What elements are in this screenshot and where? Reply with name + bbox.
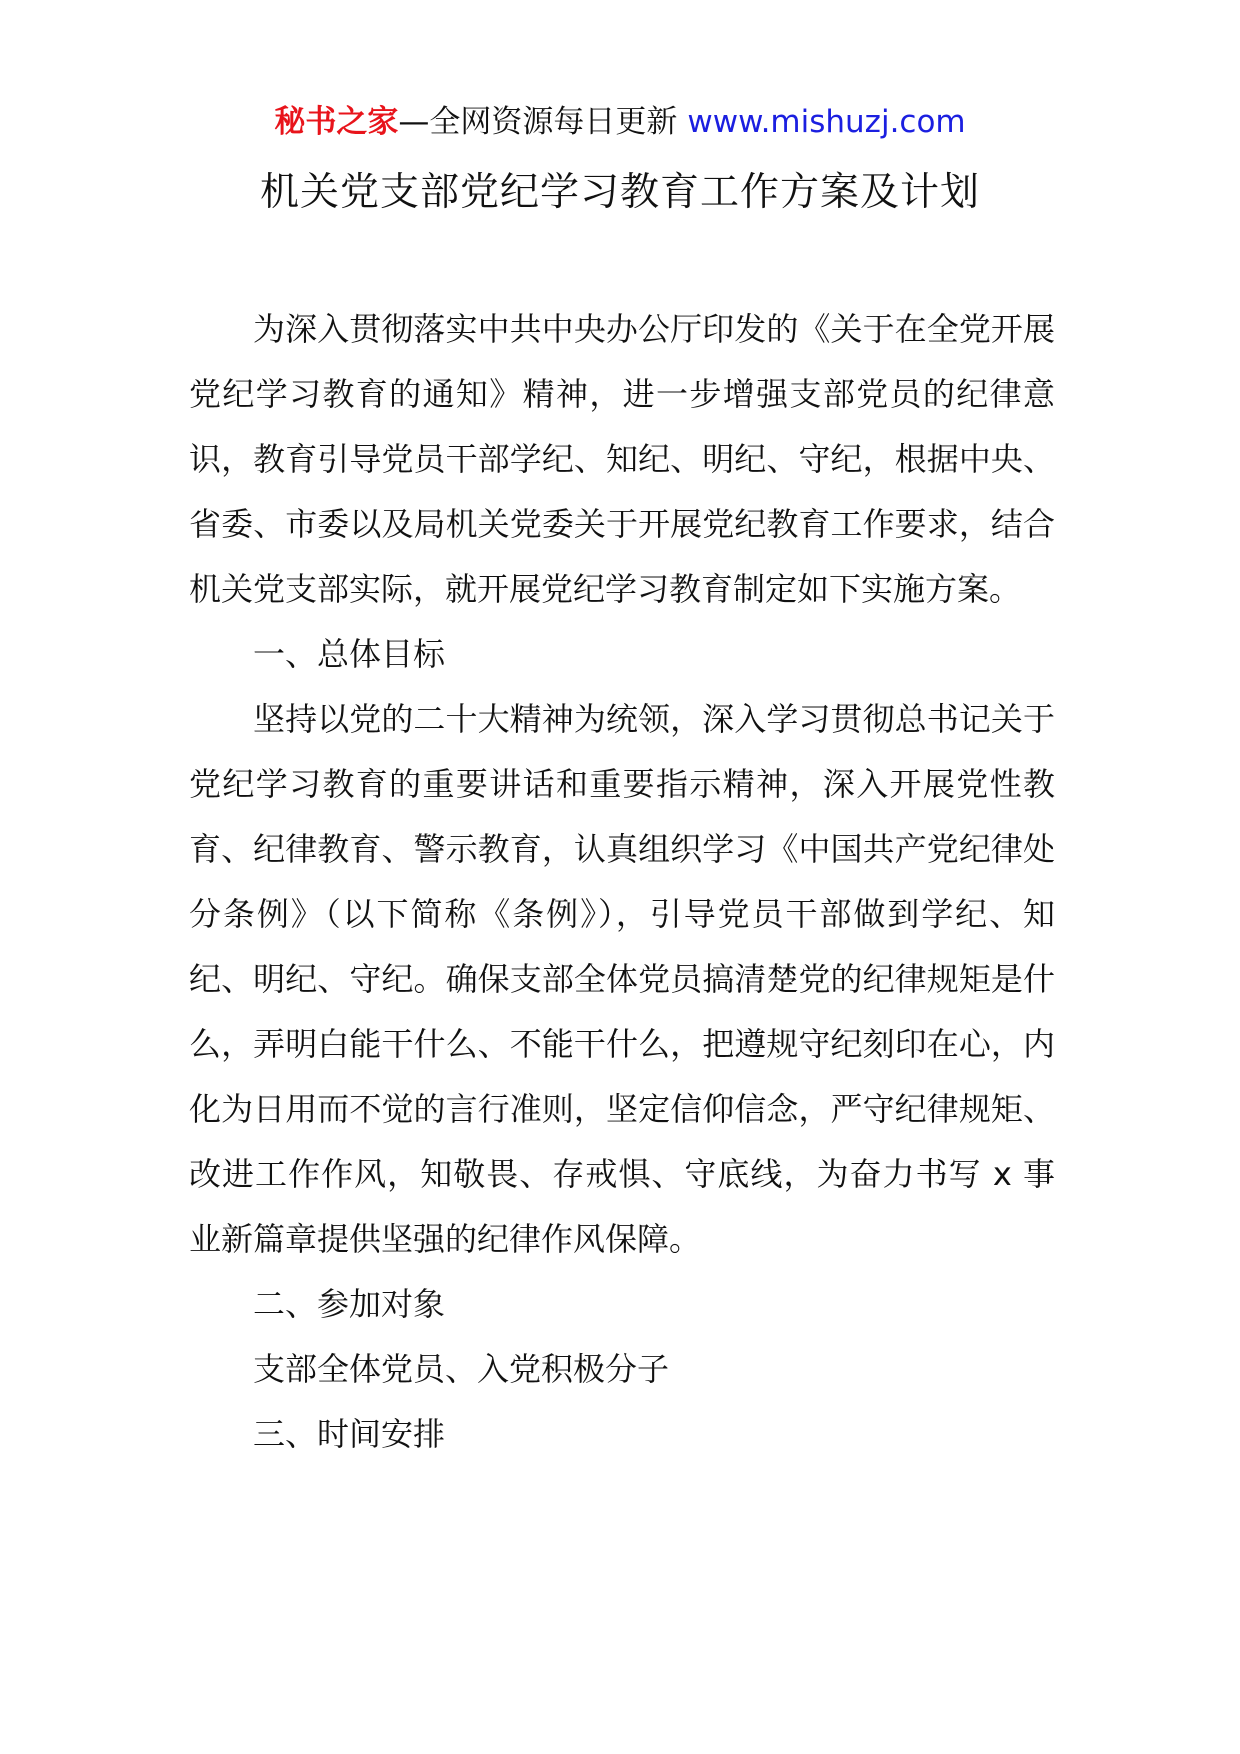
document-title: 机关党支部党纪学习教育工作方案及计划	[259, 170, 980, 215]
site-header	[0, 100, 1240, 144]
brand-tagline: —全网资源每日更新	[398, 104, 678, 140]
section-heading-goals: 一、总体目标	[253, 635, 446, 673]
goals-paragraph: 坚持以党的二十大精神为统领，深入学习贯彻总书记关于党纪学习教育的重要讲话和重要指示精神，深入开展党性教育、纪律教育、警示教育，认真组织学习《中国共产党纪律处分条例》（以下简称《条例》），引导党员干部做到学纪、知纪、明纪、守纪。确保支部全体党员搞清楚党的纪律规矩是什么，弄明白能干什么、不能干什么，把遵规守纪刻印在心，内化为日用而不觉的言行准则，坚定信仰信念，严守纪律规矩、改进工作作风，知敬畏、存戒惧、守底线，为奋力书写 x 事业新篇章提供坚强的纪律作风保障。	[189, 700, 1055, 1258]
participants-paragraph: 支部全体党员、入党积极分子	[253, 1350, 670, 1388]
section-heading-participants: 二、参加对象	[253, 1285, 446, 1323]
document-body	[189, 297, 1055, 1467]
section-heading-schedule: 三、时间安排	[253, 1415, 446, 1453]
brand-name: 秘书之家	[274, 104, 399, 140]
site-url-link[interactable]: www.mishuzj.com	[687, 104, 966, 140]
intro-paragraph: 为深入贯彻落实中共中央办公厅印发的《关于在全党开展党纪学习教育的通知》精神，进一步增强支部党员的纪律意识，教育引导党员干部学纪、知纪、明纪、守纪，根据中央、省委、市委以及局机关党委关于开展党纪教育工作要求，结合机关党支部实际，就开展党纪学习教育制定如下实施方案。	[189, 310, 1055, 608]
